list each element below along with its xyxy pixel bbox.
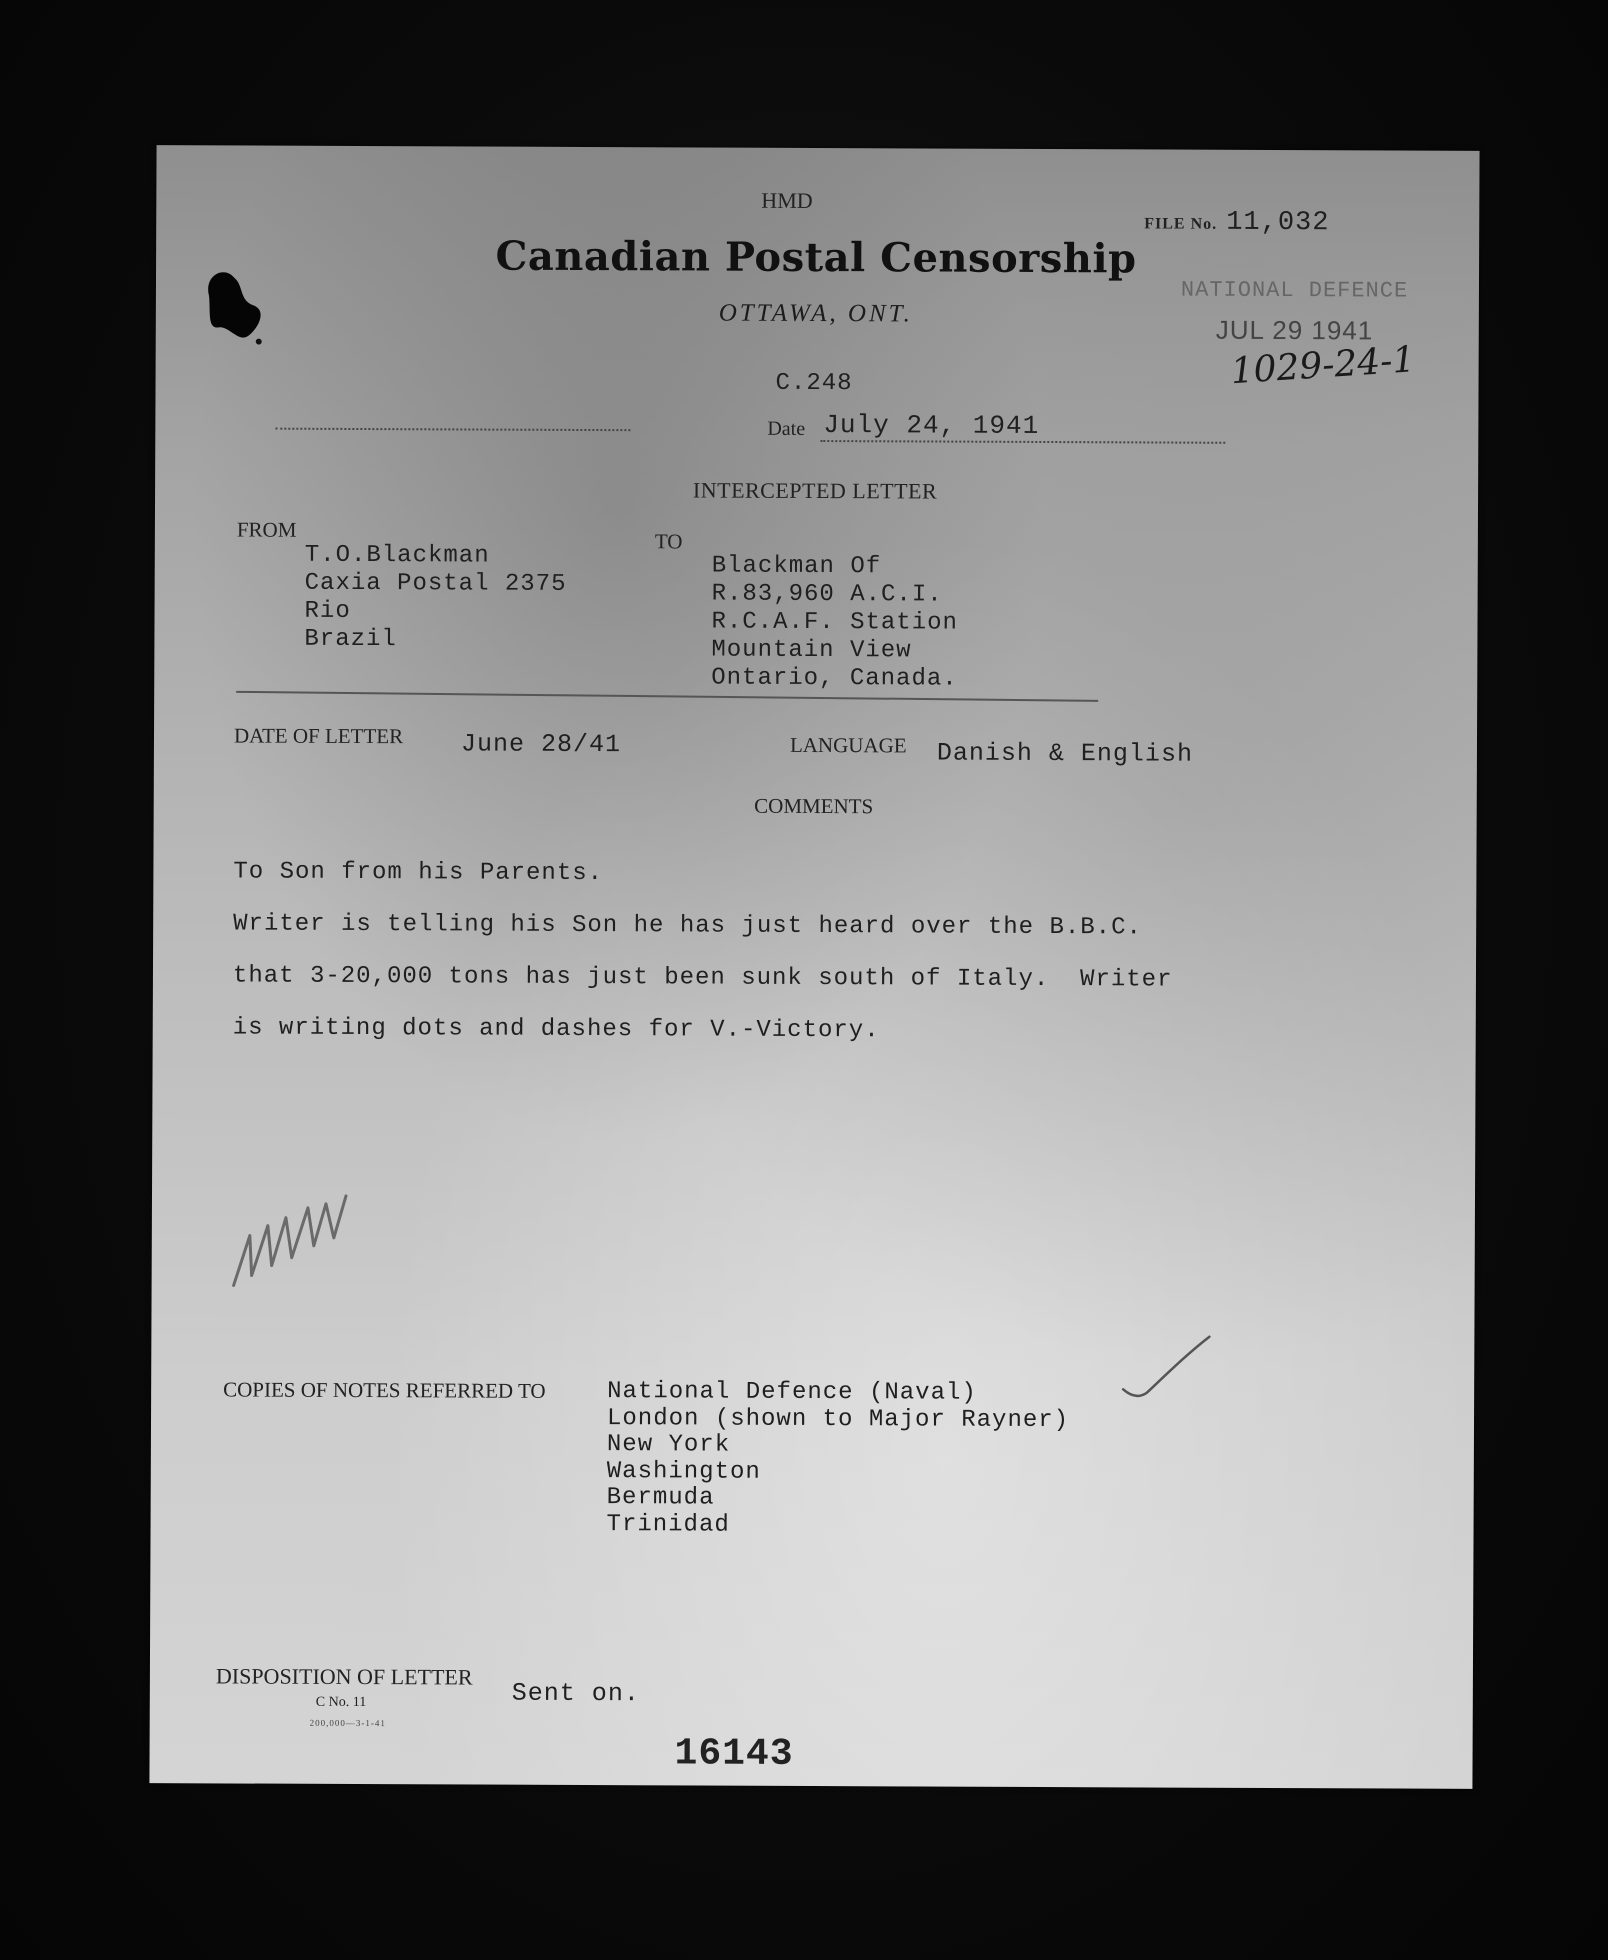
comment-line: that 3-20,000 tons has just been sunk south of Italy. Writer [232,962,1173,994]
header-initials: HMD [761,187,813,213]
copies-item: Bermuda [606,1484,715,1512]
to-address [711,553,958,694]
comments-heading: COMMENTS [754,793,874,819]
ink-blot-mark [199,265,269,345]
dotted-line-left [275,428,630,432]
language-value: Danish & English [936,738,1194,769]
form-title-heading: Canadian Postal Censorship [495,232,1137,283]
copies-item: Washington [606,1457,761,1486]
to-line: R.83,960 A.C.I. [711,580,943,609]
copies-item: New York [606,1431,731,1459]
comment-line: To Son from his Parents. [233,858,604,888]
copies-item: National Defence (Naval) [607,1378,977,1407]
disposition-label: DISPOSITION OF LETTER [215,1663,473,1690]
language-label: LANGUAGE [789,732,907,758]
file-no-label: FILE No. [1144,215,1218,233]
checkmark-icon [1121,1334,1211,1404]
from-line: T.O.Blackman [304,541,490,570]
section-divider [236,691,1098,702]
date-of-letter-value: June 28/41 [460,729,622,760]
comment-line: Writer is telling his Son he has just heard over the B.B.C. [233,910,1142,942]
to-label: TO [654,529,683,554]
date-value: July 24, 1941 [823,410,1040,441]
handwritten-initials-scribble [222,1145,363,1296]
received-stamp-date: JUL 29 1941 [1215,314,1374,346]
copies-list [607,1379,1070,1540]
to-line: Mountain View [711,636,912,665]
to-line: R.C.A.F. Station [711,608,958,637]
print-code: 200,000—3-1-41 [309,1717,386,1729]
intercepted-letter-heading: INTERCEPTED LETTER [692,477,938,504]
copies-item: Trinidad [606,1510,730,1539]
date-label: Date [767,417,806,440]
to-line: Blackman Of [711,552,882,581]
censor-code: C.248 [775,369,853,398]
received-stamp-line1: NATIONAL DEFENCE [1180,277,1409,304]
serial-number: 16143 [674,1732,794,1776]
from-label: FROM [236,517,297,542]
date-of-letter-label: DATE OF LETTER [233,723,404,749]
from-line: Caxia Postal 2375 [304,569,567,598]
copies-item: London (shown to Major Rayner) [606,1404,1070,1434]
censorship-form [149,145,1479,1789]
disposition-value: Sent on. [511,1678,640,1709]
from-line: Brazil [304,625,397,654]
from-address [304,542,566,655]
handwritten-reference: 1029-24-1 [1229,339,1417,393]
to-line: Ontario, Canada. [711,664,958,693]
from-line: Rio [304,597,351,625]
dotted-line-date [820,440,1225,444]
file-no-value: 11,032 [1226,207,1330,239]
copies-label: COPIES OF NOTES REFERRED TO [223,1377,546,1403]
comment-line: is writing dots and dashes for V.-Victory. [232,1014,880,1045]
city-label: OTTAWA, ONT. [718,299,914,328]
form-number: C No. 11 [315,1694,367,1711]
